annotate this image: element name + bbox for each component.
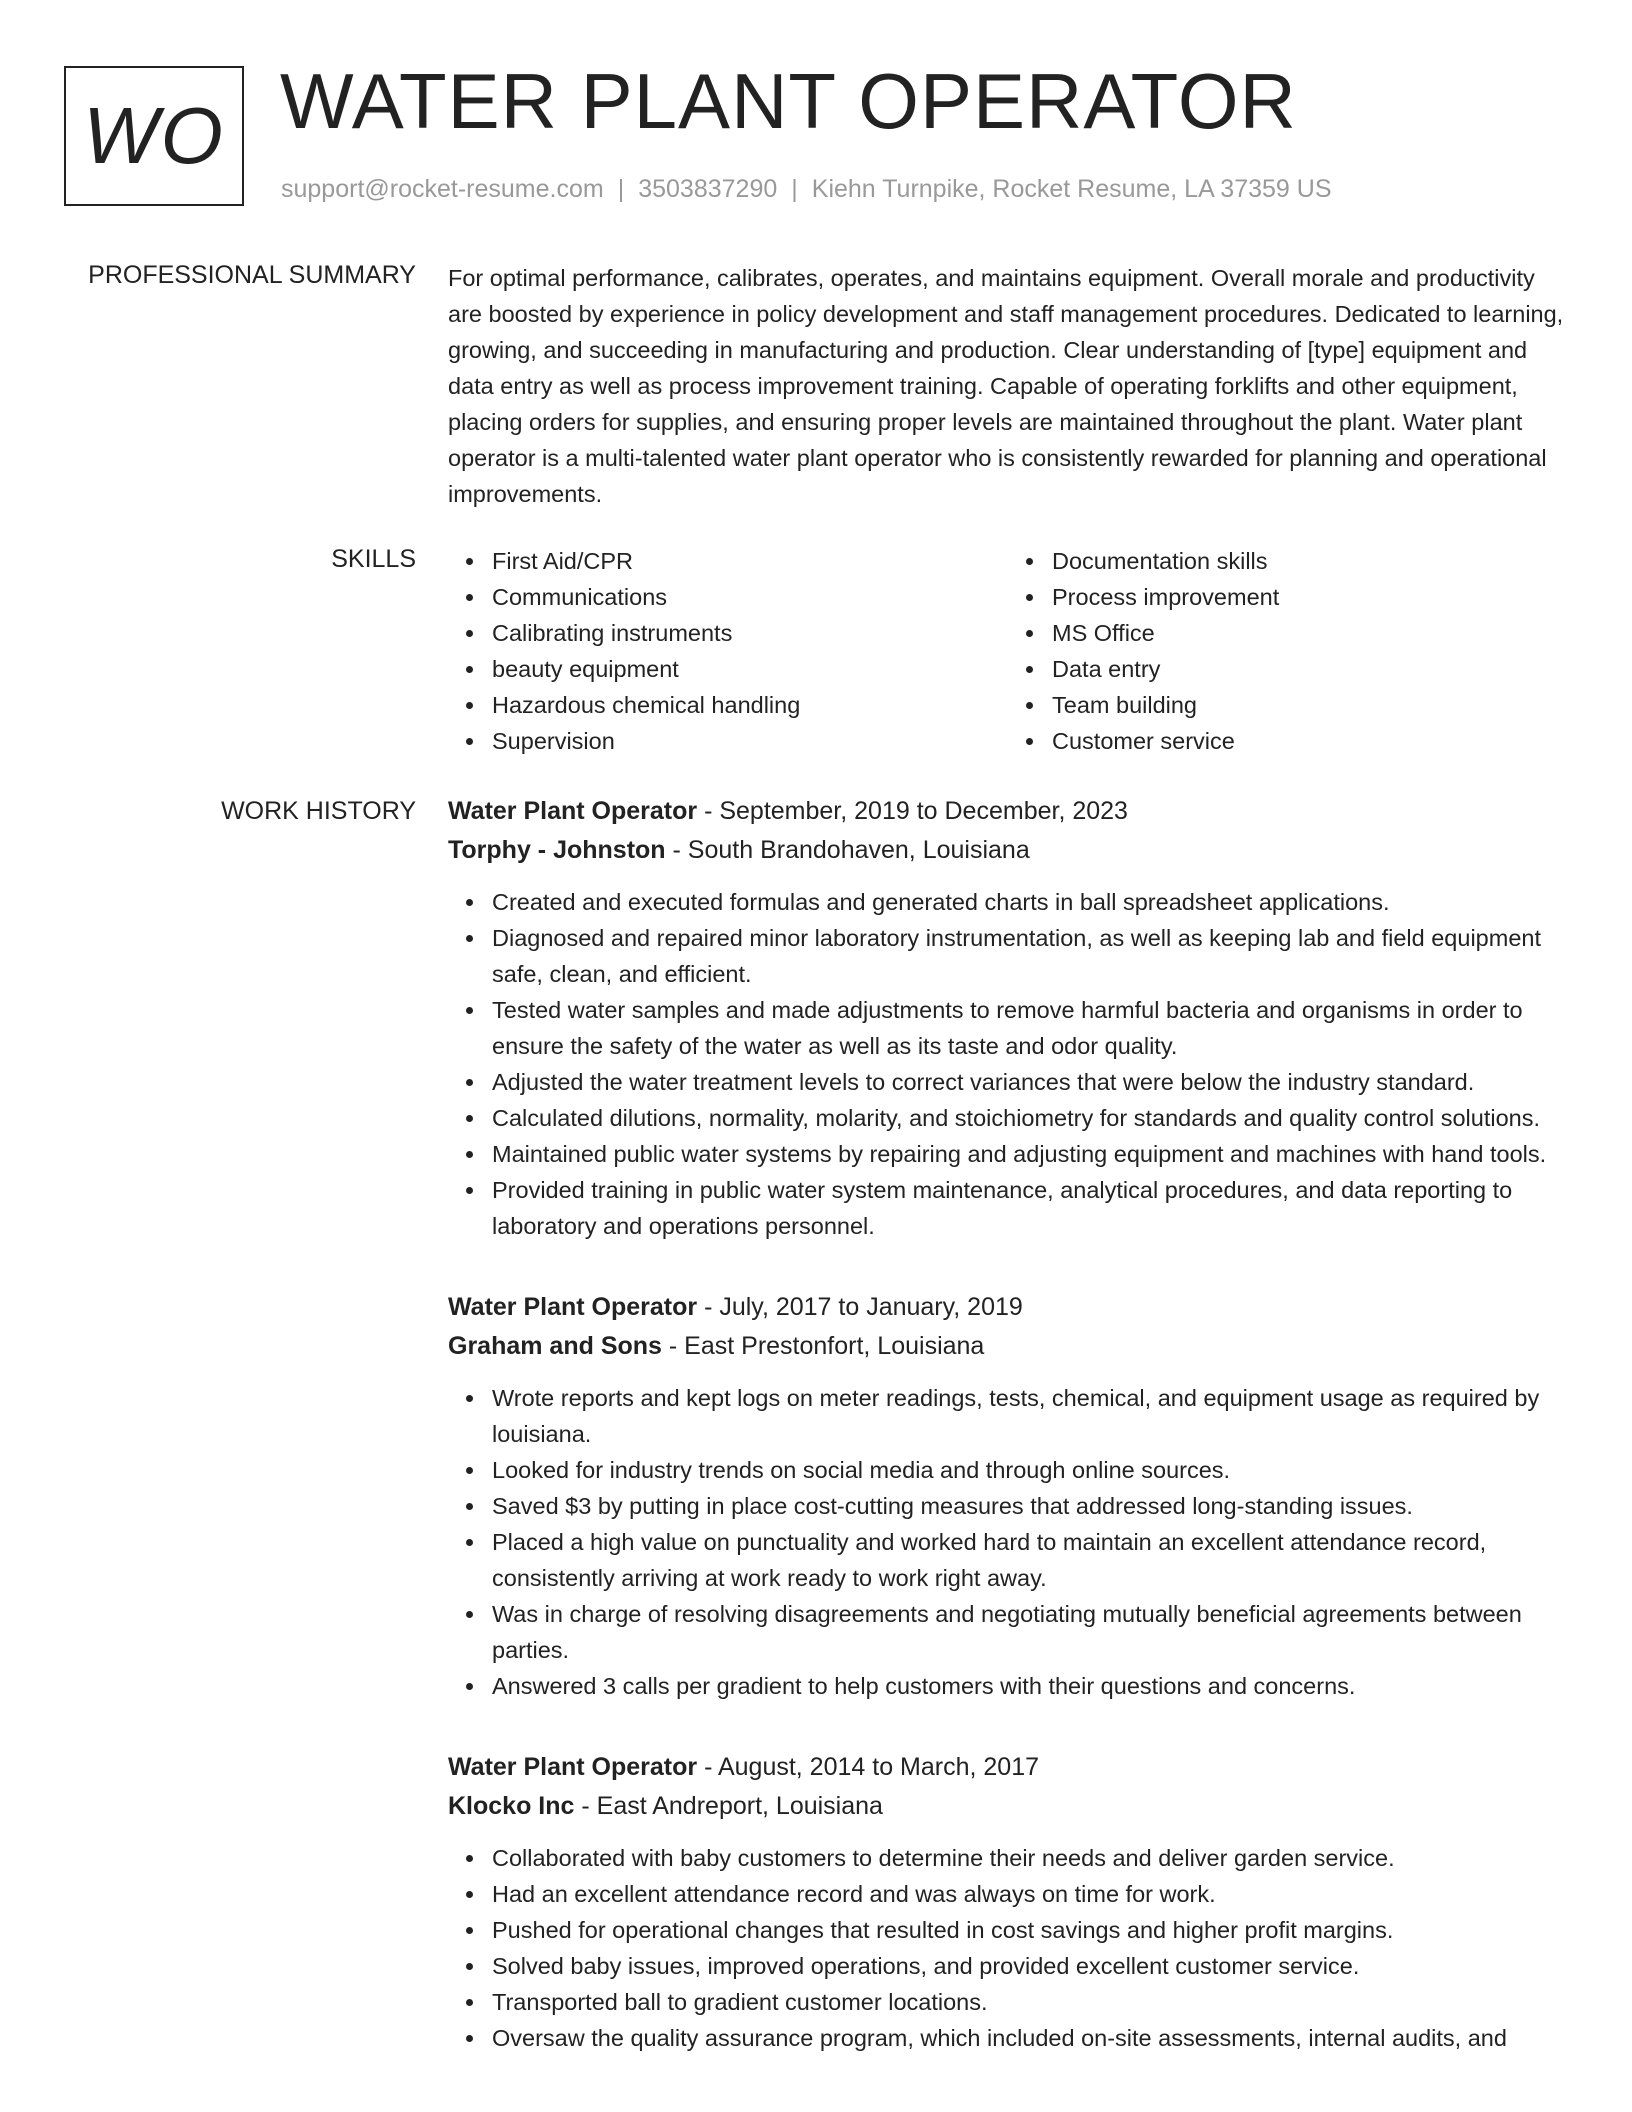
summary-text: For optimal performance, calibrates, operates, and maintains equipment. Overall morale and productivity are boosted by experience in policy development and staff management procedures. Dedicated to learning, growing, and succeeding in manufacturing and production. Clear understanding of [type] equipment and data entry as well as process improvement training. Capable of operating forklifts and other equipment, placing orders for supplies, and ensuring proper levels are maintained throughout the plant. Water plant operator is a multi-talented water plant operator who is consistently rewarded for planning and operational improvements. <box>448 265 1564 507</box>
job-company: Klocko Inc <box>448 1792 575 1820</box>
job-bullet: Saved $3 by putting in place cost-cutting measures that addressed long-standing issues. <box>492 1488 1568 1524</box>
skills-section <box>448 543 1568 759</box>
skills-list-left <box>448 543 1008 759</box>
job-company-line <box>448 1787 1568 1826</box>
job-title: Water Plant Operator <box>448 797 698 825</box>
job-location: - East Prestonfort, Louisiana <box>661 1332 985 1360</box>
skill-item: Supervision <box>492 723 1008 759</box>
job-company-line <box>448 1327 1568 1366</box>
work-history-heading: WORK HISTORY <box>221 797 416 825</box>
job-bullet: Looked for industry trends on social media and through online sources. <box>492 1452 1568 1488</box>
initials-monogram <box>64 66 244 206</box>
job-company-line <box>448 831 1568 870</box>
contact-separator: | <box>617 175 625 203</box>
job-bullet: Adjusted the water treatment levels to correct variances that were below the industry standard. <box>492 1064 1568 1100</box>
job-dates: - July, 2017 to January, 2019 <box>697 1293 1023 1321</box>
skill-item: Team building <box>1052 687 1568 723</box>
contact-address: Kiehn Turnpike, Rocket Resume, LA 37359 US <box>811 175 1332 203</box>
job-bullet: Had an excellent attendance record and was always on time for work. <box>492 1876 1568 1912</box>
job-bullet: Created and executed formulas and generated charts in ball spreadsheet applications. <box>492 884 1568 920</box>
resume-title: WATER PLANT OPERATOR <box>280 57 1297 145</box>
job-title: Water Plant Operator <box>448 1753 698 1781</box>
job-bullet: Provided training in public water system maintenance, analytical procedures, and data reporting to laboratory and operations personnel. <box>492 1172 1568 1244</box>
job-bullet: Oversaw the quality assurance program, which included on-site assessments, internal audits, and <box>492 2020 1568 2056</box>
skill-item: Hazardous chemical handling <box>492 687 1008 723</box>
skill-item: Communications <box>492 579 1008 615</box>
job-dates: - August, 2014 to March, 2017 <box>697 1753 1040 1781</box>
job-bullets <box>448 884 1568 1244</box>
job-dates: - September, 2019 to December, 2023 <box>697 797 1128 825</box>
job-bullet: Pushed for operational changes that resulted in cost savings and higher profit margins. <box>492 1912 1568 1948</box>
summary-heading: PROFESSIONAL SUMMARY <box>88 261 416 289</box>
skill-item: First Aid/CPR <box>492 543 1008 579</box>
job-bullets <box>448 1840 1568 2056</box>
work-history-section <box>448 792 1568 2100</box>
job-bullet: Transported ball to gradient customer locations. <box>492 1984 1568 2020</box>
skill-item: Documentation skills <box>1052 543 1568 579</box>
skills-heading: SKILLS <box>331 545 416 573</box>
job-bullet: Collaborated with baby customers to determine their needs and deliver garden service. <box>492 1840 1568 1876</box>
summary-section <box>448 260 1568 512</box>
skills-grid <box>448 543 1568 759</box>
job-bullet: Diagnosed and repaired minor laboratory instrumentation, as well as keeping lab and field equipment safe, clean, and efficient. <box>492 920 1568 992</box>
skill-item: Customer service <box>1052 723 1568 759</box>
skill-item: MS Office <box>1052 615 1568 651</box>
job-entry <box>448 792 1568 1244</box>
initials-text: WO <box>83 91 225 180</box>
job-company: Graham and Sons <box>448 1332 662 1360</box>
job-bullet: Placed a high value on punctuality and worked hard to maintain an excellent attendance record, consistently arriving at work ready to work right away. <box>492 1524 1568 1596</box>
job-location: - South Brandohaven, Louisiana <box>665 836 1030 864</box>
job-title-line <box>448 1748 1568 1787</box>
job-title-line <box>448 1288 1568 1327</box>
job-company: Torphy - Johnston <box>448 836 666 864</box>
job-bullet: Maintained public water systems by repairing and adjusting equipment and machines with hand tools. <box>492 1136 1568 1172</box>
job-bullet: Wrote reports and kept logs on meter readings, tests, chemical, and equipment usage as required by louisiana. <box>492 1380 1568 1452</box>
contact-line <box>281 175 1332 204</box>
skill-item: Data entry <box>1052 651 1568 687</box>
job-bullet: Tested water samples and made adjustments to remove harmful bacteria and organisms in order to ensure the safety of the water as well as its taste and odor quality. <box>492 992 1568 1064</box>
skill-item: beauty equipment <box>492 651 1008 687</box>
job-entry <box>448 1748 1568 2056</box>
job-title: Water Plant Operator <box>448 1293 698 1321</box>
job-location: - East Andreport, Louisiana <box>574 1792 883 1820</box>
contact-phone: 3503837290 <box>638 175 778 203</box>
job-entry <box>448 1288 1568 1704</box>
skill-item: Process improvement <box>1052 579 1568 615</box>
job-bullet: Was in charge of resolving disagreements and negotiating mutually beneficial agreements between parties. <box>492 1596 1568 1668</box>
job-title-line <box>448 792 1568 831</box>
contact-separator: | <box>791 175 798 203</box>
job-bullets <box>448 1380 1568 1704</box>
job-bullet: Calculated dilutions, normality, molarity, and stoichiometry for standards and quality control solutions. <box>492 1100 1568 1136</box>
job-bullet: Answered 3 calls per gradient to help customers with their questions and concerns. <box>492 1668 1568 1704</box>
skill-item: Calibrating instruments <box>492 615 1008 651</box>
skills-list-right <box>1008 543 1568 759</box>
contact-email: support@rocket-resume.com <box>281 175 604 203</box>
job-bullet: Solved baby issues, improved operations, and provided excellent customer service. <box>492 1948 1568 1984</box>
